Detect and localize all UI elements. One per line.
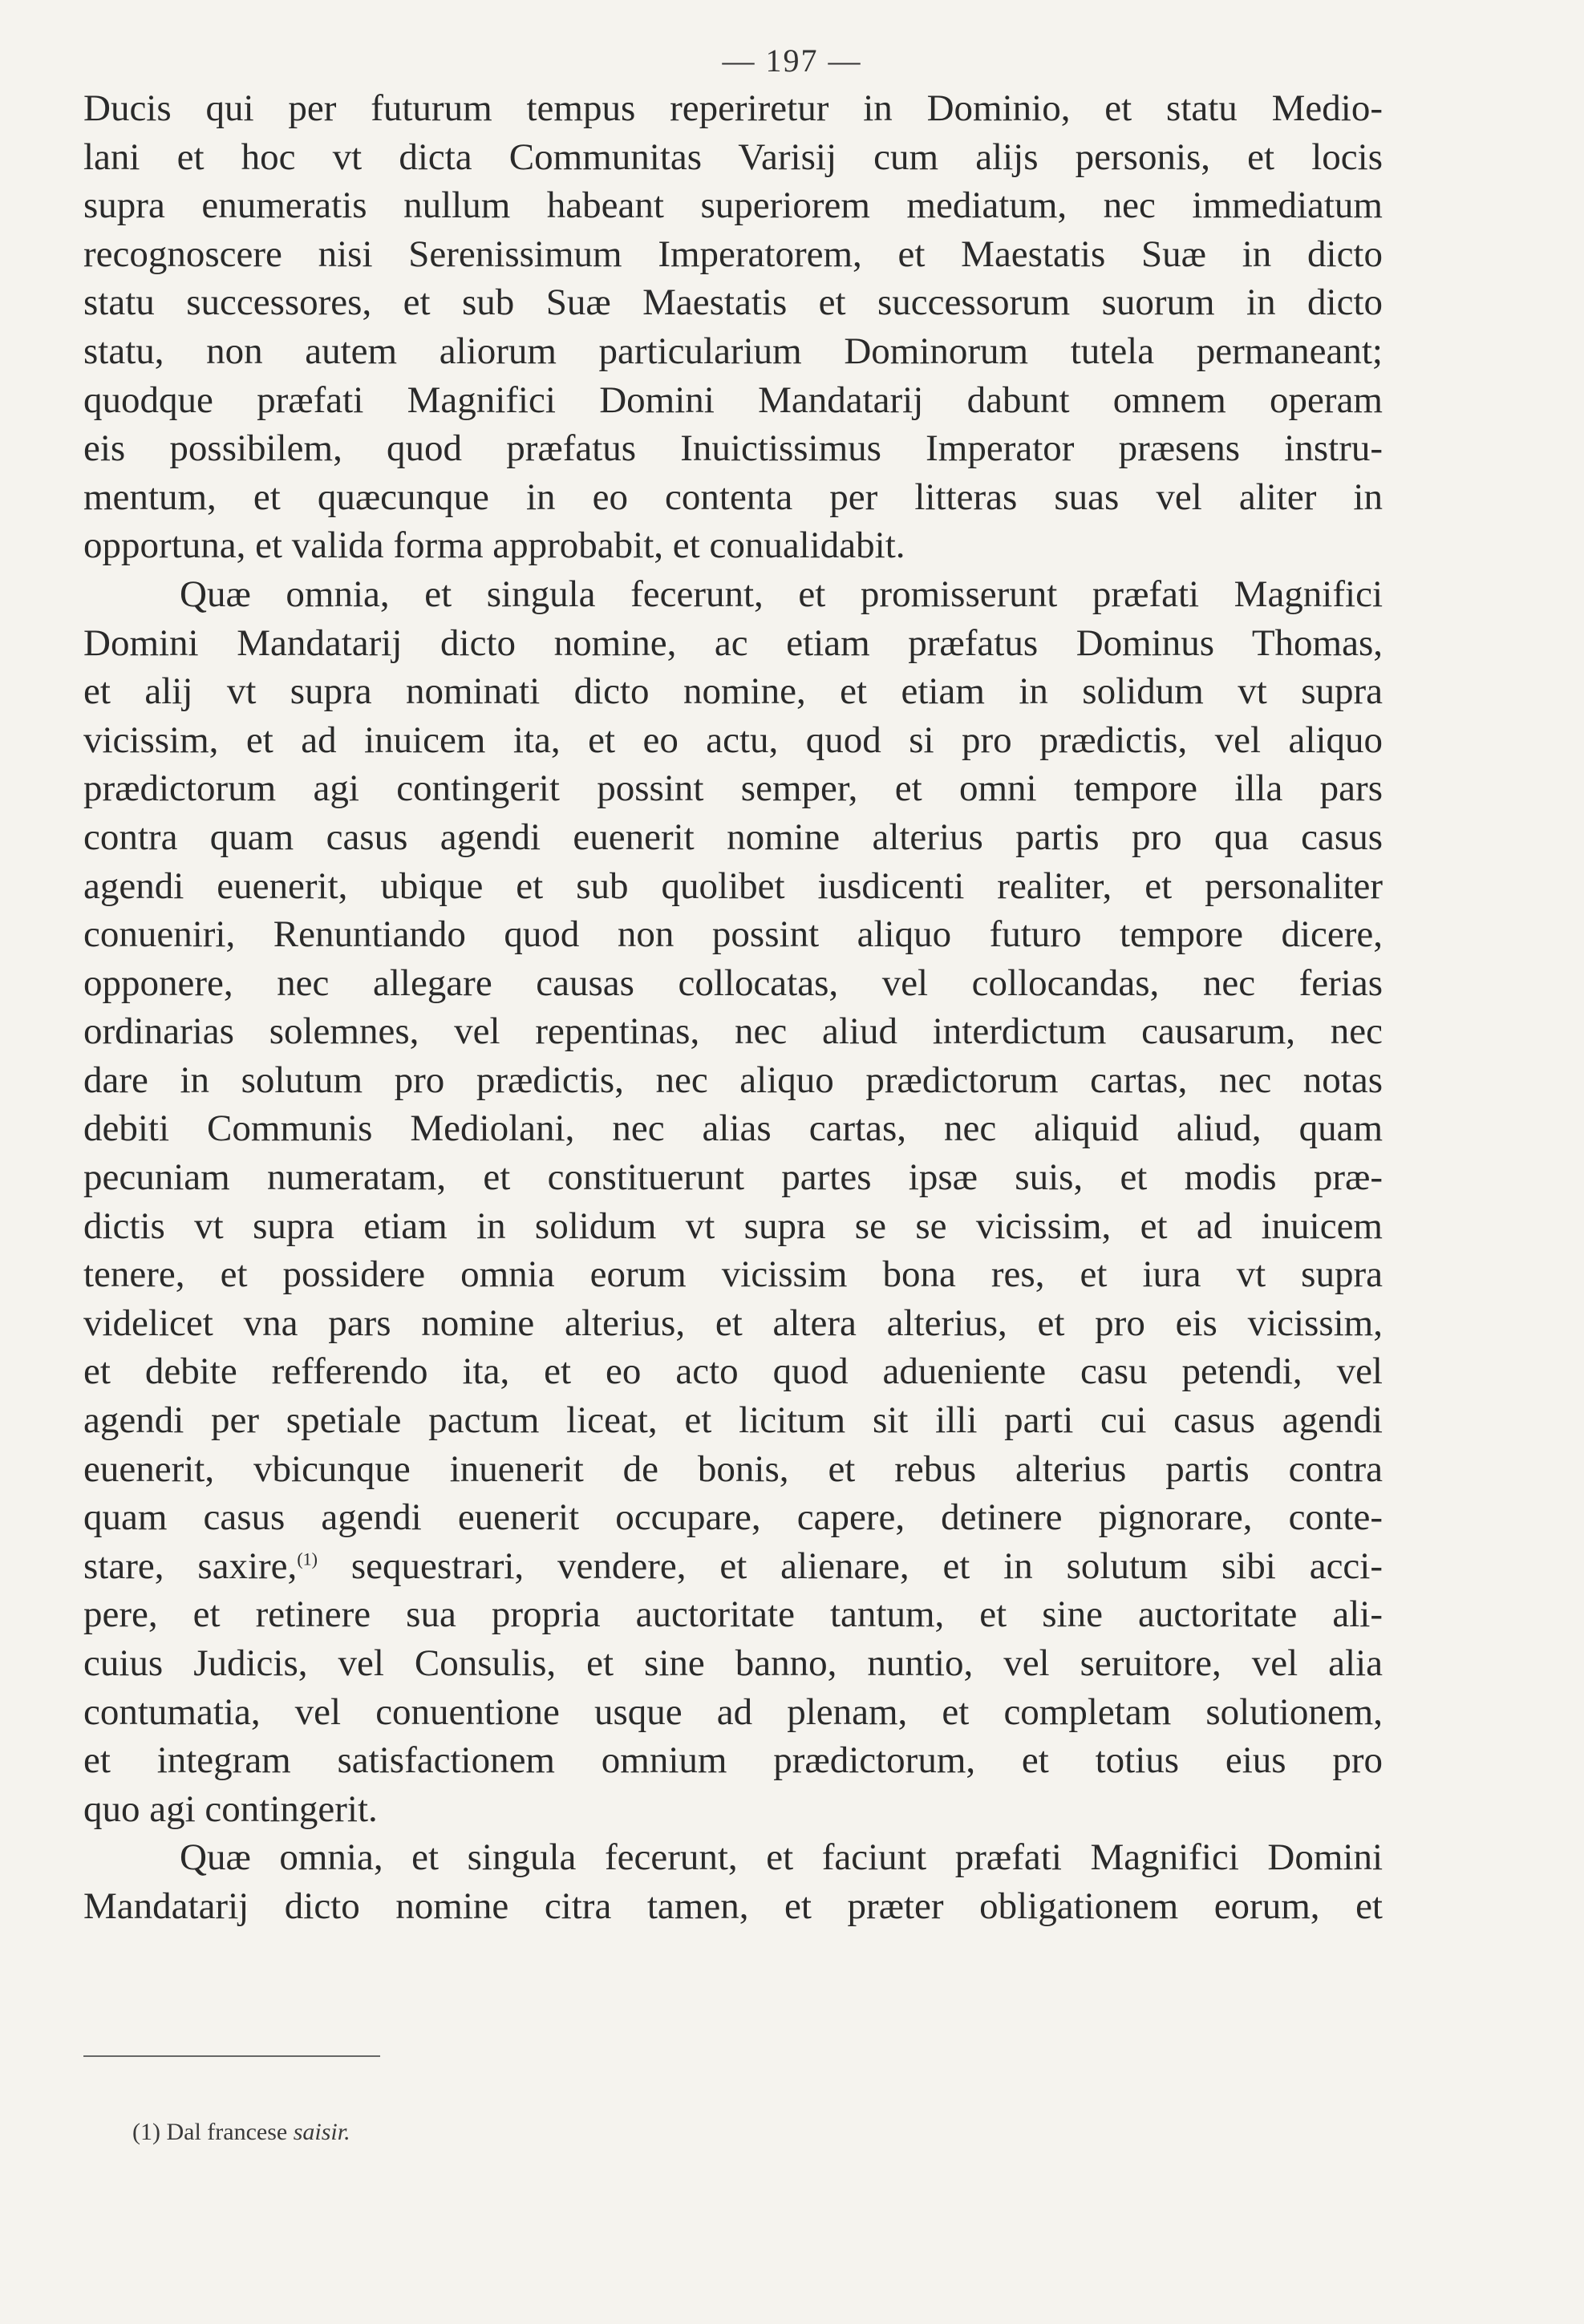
text-line: statu, non autem aliorum particularium Dominorum tutela permaneant; [83, 330, 1383, 372]
text-line: Ducis qui per futurum tempus reperiretur in Dominio, et statu Medio- [83, 87, 1383, 129]
text-line: cuius Judicis, vel Consulis, et sine banno, nuntio, vel seruitore, vel alia [83, 1642, 1383, 1684]
text-line: mentum, et quæcunque in eo contenta per litteras suas vel aliter in [83, 476, 1383, 518]
text-line: Mandatarij dicto nomine citra tamen, et præter obligationem eorum, et [83, 1885, 1383, 1927]
text-line: quam casus agendi euenerit occupare, capere, detinere pignorare, conte- [83, 1496, 1383, 1539]
text-line: et integram satisfactionem omnium prædictorum, et totius eius pro [83, 1739, 1383, 1782]
footnote-marker: (1) [132, 2119, 160, 2145]
footnote-divider [83, 2055, 380, 2057]
text-line: dare in solutum pro prædictis, nec aliquo prædictorum cartas, nec notas [83, 1059, 1383, 1101]
text-line: opportuna, et valida forma approbabit, et conualidabit. [83, 524, 905, 567]
footnote-italic: saisir. [293, 2119, 350, 2145]
text-line: pere, et retinere sua propria auctoritate tantum, et sine auctoritate ali- [83, 1593, 1383, 1636]
text-line: supra enumeratis nullum habeant superiorem mediatum, nec immediatum [83, 184, 1383, 227]
text-line: debiti Communis Mediolani, nec alias cartas, nec aliquid aliud, quam [83, 1107, 1383, 1150]
text-line: vicissim, et ad inuicem ita, et eo actu, quod si pro prædictis, vel aliquo [83, 719, 1383, 761]
text-line: quodque præfati Magnifici Domini Mandatarij dabunt omnem operam [83, 379, 1383, 421]
text-line: videlicet vna pars nomine alterius, et altera alterius, et pro eis vicissim, [83, 1302, 1383, 1344]
text-line: quo agi contingerit. [83, 1788, 378, 1830]
text-line: et alij vt supra nominati dicto nomine, et etiam in solidum vt supra [83, 670, 1383, 713]
text-line: tenere, et possidere omnia eorum vicissim bona res, et iura vt supra [83, 1253, 1383, 1296]
text-line: euenerit, vbicunque inuenerit de bonis, et rebus alterius partis contra [83, 1447, 1383, 1490]
text-line: conueniri, Renuntiando quod non possint aliquo futuro tempore dicere, [83, 913, 1383, 956]
text-line: Domini Mandatarij dicto nomine, ac etiam præfatus Dominus Thomas, [83, 621, 1383, 664]
text-line: contra quam casus agendi euenerit nomine alterius partis pro qua casus [83, 816, 1383, 858]
text-line: agendi euenerit, ubique et sub quolibet iusdicenti realiter, et personaliter [83, 864, 1383, 907]
text-line: Quæ omnia, et singula fecerunt, et promisserunt præfati Magnifici [180, 573, 1383, 615]
page-number: — 197 — [722, 43, 862, 79]
text-line: lani et hoc vt dicta Communitas Varisij cum alijs personis, et locis [83, 136, 1383, 178]
text-line: et debite refferendo ita, et eo acto quod adueniente casu petendi, vel [83, 1350, 1383, 1393]
text-line: pecuniam numeratam, et constituerunt partes ipsæ suis, et modis præ- [83, 1156, 1383, 1199]
text-line: Quæ omnia, et singula fecerunt, et faciunt præfati Magnifici Domini [180, 1836, 1383, 1879]
text-line: stare, saxire,$^{(1)}$ sequestrari, vendere, et alienare, et in solutum sibi acci- [83, 1545, 1383, 1587]
text-line: ordinarias solemnes, vel repentinas, nec aliud interdictum causarum, nec [83, 1010, 1383, 1053]
body-text [83, 84, 1383, 1931]
text-line: eis possibilem, quod præfatus Inuictissimus Imperator præsens instru- [83, 427, 1383, 470]
text-line: prædictorum agi contingerit possint semper, et omni tempore illa pars [83, 767, 1383, 810]
text-line: contumatia, vel conuentione usque ad plenam, et completam solutionem, [83, 1690, 1383, 1733]
text-line: opponere, nec allegare causas collocatas, vel collocandas, nec ferias [83, 962, 1383, 1004]
footnote-reference: (1) [297, 1549, 318, 1569]
footnote-text: Dal francese [166, 2119, 288, 2145]
text-line: dictis vt supra etiam in solidum vt supra se se vicissim, et ad inuicem [83, 1205, 1383, 1247]
text-line: statu successores, et sub Suæ Maestatis et successorum suorum in dicto [83, 281, 1383, 324]
text-line: recognoscere nisi Serenissimum Imperatorem, et Maestatis Suæ in dicto [83, 233, 1383, 275]
footnote [132, 2119, 350, 2146]
text-line: agendi per spetiale pactum liceat, et licitum sit illi parti cui casus agendi [83, 1399, 1383, 1442]
